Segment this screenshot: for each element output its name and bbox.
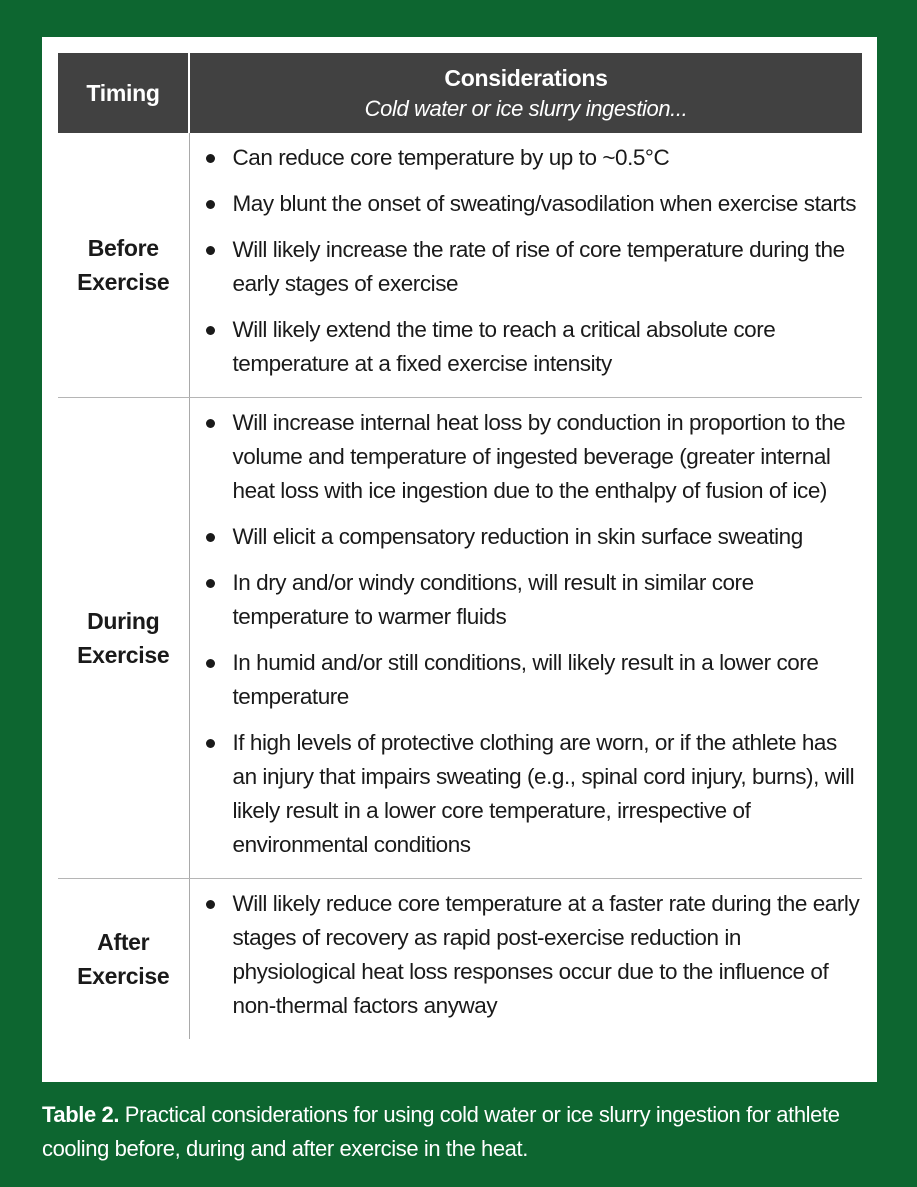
timing-cell-before (58, 133, 189, 398)
caption-label: Table 2. (42, 1102, 120, 1127)
list-item: In humid and/or still conditions, will likely result in a lower core temperature (190, 646, 863, 714)
table-header-row (58, 53, 862, 133)
header-timing: Timing (58, 53, 189, 133)
table-row-before-exercise (58, 133, 862, 398)
timing-label-line1: Before (87, 235, 159, 261)
list-item: Can reduce core temperature by up to ~0.5°C (190, 141, 863, 175)
header-considerations-subtitle: Cold water or ice slurry ingestion... (364, 95, 688, 121)
header-considerations-title: Considerations (444, 64, 608, 91)
considerations-cell-during (189, 398, 862, 879)
timing-label-line1: During (87, 608, 160, 634)
caption-text: Practical considerations for using cold water or ice slurry ingestion for athlete cooling before, during and after exercise in the heat. (42, 1102, 840, 1161)
considerations-list (190, 879, 863, 1039)
table-caption (42, 1098, 882, 1166)
considerations-cell-before (189, 133, 862, 398)
considerations-table (58, 53, 862, 1039)
table-row-during-exercise (58, 398, 862, 879)
header-considerations (189, 53, 862, 133)
timing-label-line2: Exercise (77, 642, 170, 668)
list-item: Will likely reduce core temperature at a faster rate during the early stages of recovery as rapid post-exercise reduction in physiological heat loss responses occur due to the influence of non-thermal factors anyway (190, 887, 863, 1023)
list-item: Will elicit a compensatory reduction in skin surface sweating (190, 520, 863, 554)
table-row-after-exercise (58, 879, 862, 1040)
list-item: If high levels of protective clothing are worn, or if the athlete has an injury that impairs sweating (e.g., spinal cord injury, burns), will likely result in a lower core temperature, irrespective of environmental conditions (190, 726, 863, 862)
timing-cell-during (58, 398, 189, 879)
table-panel (42, 37, 877, 1082)
timing-label-line2: Exercise (77, 963, 170, 989)
timing-cell-after (58, 879, 189, 1040)
considerations-list (190, 133, 863, 397)
list-item: Will likely extend the time to reach a critical absolute core temperature at a fixed exercise intensity (190, 313, 863, 381)
list-item: Will likely increase the rate of rise of core temperature during the early stages of exercise (190, 233, 863, 301)
list-item: Will increase internal heat loss by conduction in proportion to the volume and temperature of ingested beverage (greater internal heat loss with ice ingestion due to the enthalpy of fusion of ice) (190, 406, 863, 508)
list-item: May blunt the onset of sweating/vasodilation when exercise starts (190, 187, 863, 221)
considerations-cell-after (189, 879, 862, 1040)
considerations-list (190, 398, 863, 878)
timing-label-line2: Exercise (77, 269, 170, 295)
list-item: In dry and/or windy conditions, will result in similar core temperature to warmer fluids (190, 566, 863, 634)
timing-label-line1: After (97, 929, 150, 955)
